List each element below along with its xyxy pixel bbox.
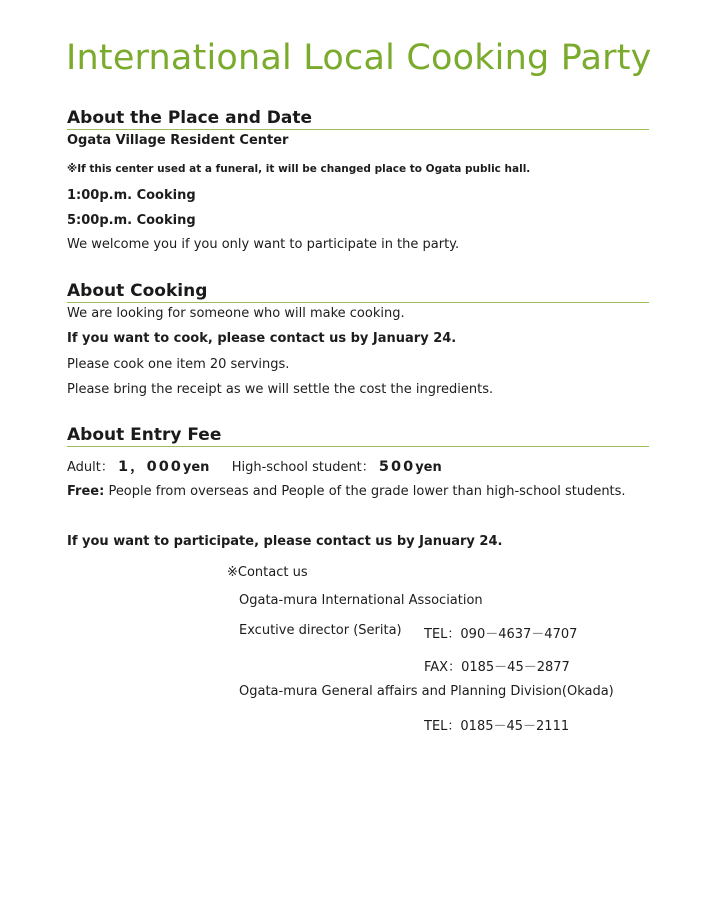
time-1: 1:00p.m. Cooking <box>67 188 196 203</box>
student-fee-unit: yen <box>415 460 442 475</box>
free-text: People from overseas and People of the grade lower than high-school students. <box>108 484 626 499</box>
place-date-heading: About the Place and Date <box>67 108 649 130</box>
contact-tel-1: TEL：090－4637－4707 <box>424 627 578 642</box>
funeral-note: ※If this center used at a funeral, it will be changed place to Ogata public hall. <box>67 163 531 175</box>
contact-label: ※Contact us <box>227 565 308 580</box>
adult-label: Adult： <box>67 460 114 475</box>
fee-line <box>67 455 442 476</box>
page-title: International Local Cooking Party <box>66 38 652 78</box>
cooking-line-3: Please cook one item 20 servings. <box>67 357 290 372</box>
cooking-heading: About Cooking <box>67 281 649 303</box>
place-date-section <box>67 108 649 130</box>
student-label: High-school student： <box>231 460 375 475</box>
entry-fee-heading: About Entry Fee <box>67 425 649 447</box>
free-label: Free: <box>67 484 105 499</box>
time-2: 5:00p.m. Cooking <box>67 213 196 228</box>
adult-fee-unit: yen <box>182 460 210 475</box>
entry-fee-section <box>67 425 649 447</box>
contact-director: Excutive director (Serita) <box>239 623 402 638</box>
welcome-text: We welcome you if you only want to participate in the party. <box>67 237 460 252</box>
free-line <box>67 484 626 499</box>
cooking-line-1: We are looking for someone who will make cooking. <box>67 306 405 321</box>
cooking-line-4: Please bring the receipt as we will settle the cost the ingredients. <box>67 382 494 397</box>
participate-notice: If you want to participate, please contact us by January 24. <box>67 534 503 549</box>
contact-org-2: Ogata-mura General affairs and Planning Division(Okada) <box>239 684 614 699</box>
contact-org-1: Ogata-mura International Association <box>239 593 483 608</box>
student-fee: 500 <box>378 459 416 475</box>
contact-tel-2: TEL：0185－45－2111 <box>424 719 570 734</box>
venue-name: Ogata Village Resident Center <box>67 133 289 148</box>
adult-fee: 1，000 <box>118 459 183 475</box>
contact-fax: FAX：0185－45－2877 <box>424 660 570 675</box>
cooking-section <box>67 281 649 303</box>
cooking-line-2: If you want to cook, please contact us by January 24. <box>67 331 457 346</box>
